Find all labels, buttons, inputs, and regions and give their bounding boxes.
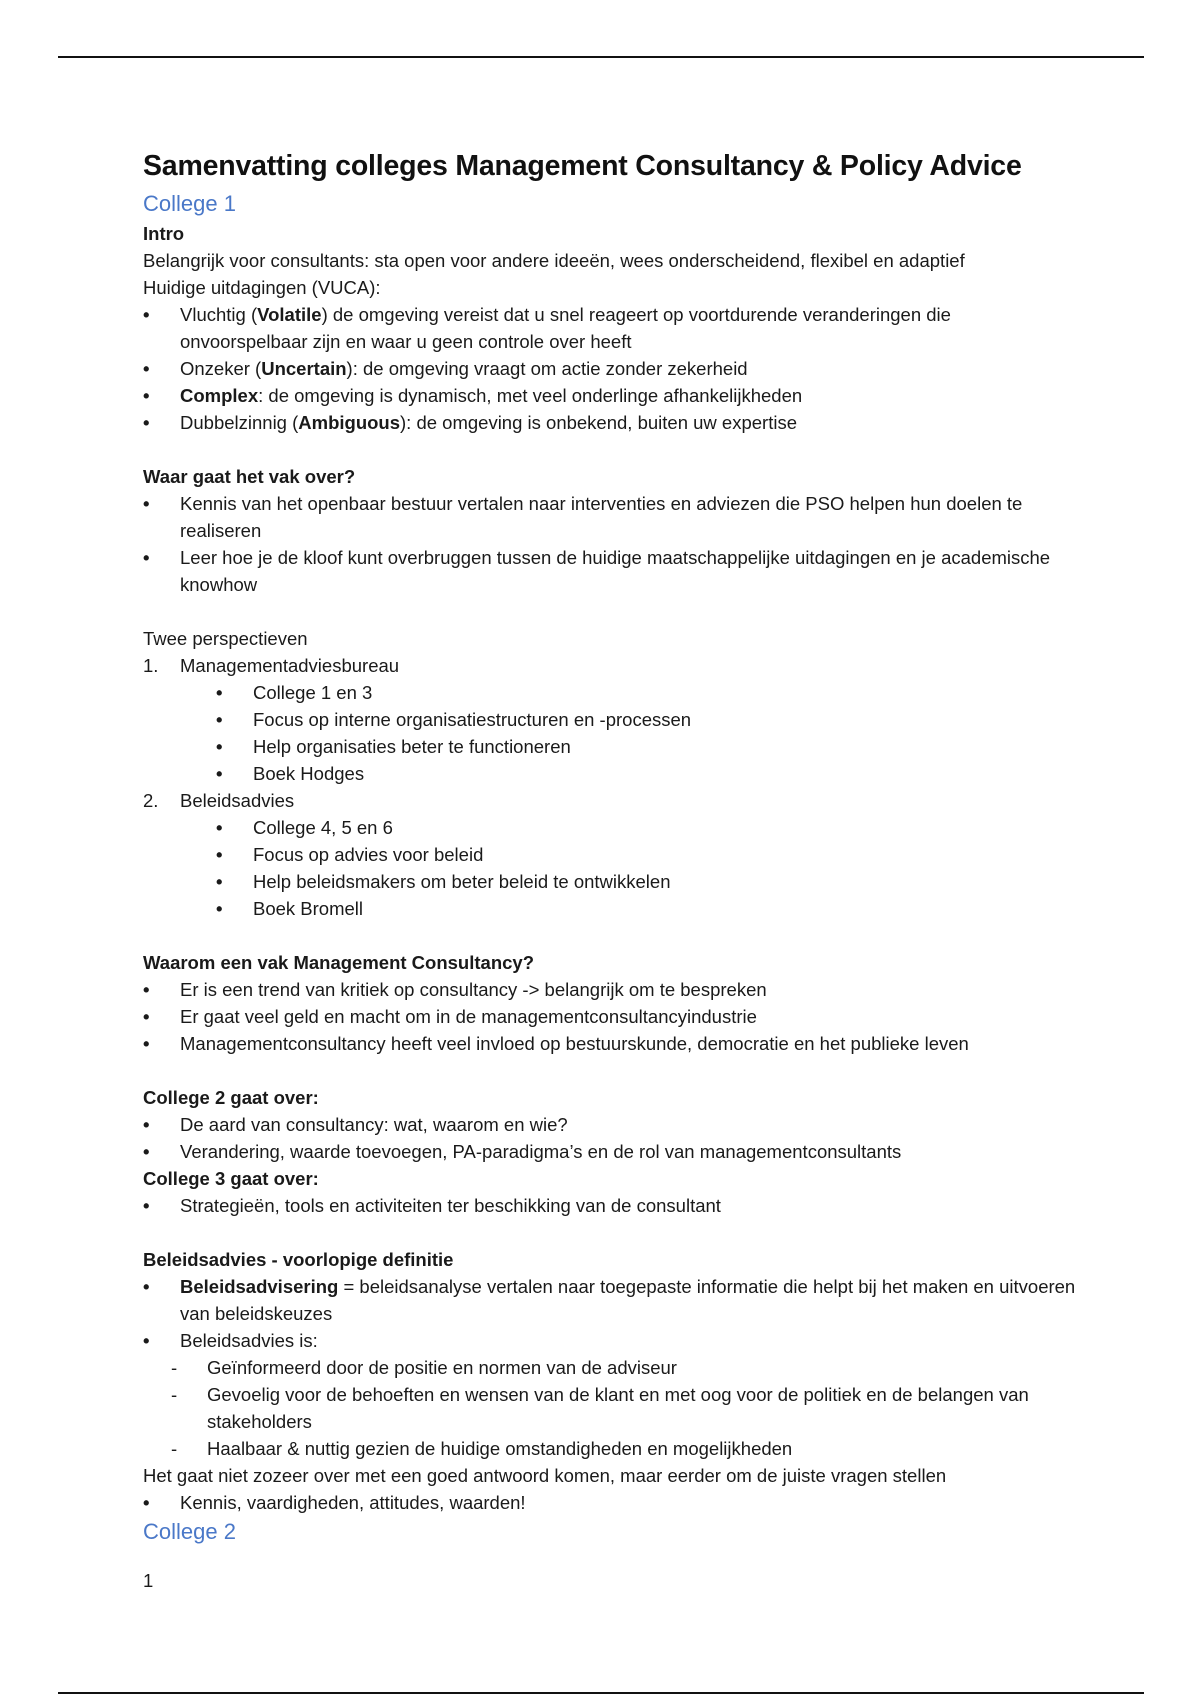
beleid-final-list bbox=[143, 1489, 1083, 1516]
perspectieven-list bbox=[143, 652, 1083, 922]
list-item: • Focus op advies voor beleid bbox=[216, 841, 1083, 868]
vak-heading: Waar gaat het vak over? bbox=[143, 466, 356, 487]
list-item: • Er is een trend van kritiek op consultancy -> belangrijk om te bespreken bbox=[143, 976, 1083, 1003]
list-item: 2. Beleidsadvies • College 4, 5 en 6 • Focus op advies voor beleid • Help beleidsmakers om beter beleid te ontwikkelen • Boek Bromell bbox=[143, 787, 1083, 922]
intro-line-1: Belangrijk voor consultants: sta open voor andere ideeën, wees onderscheidend, flexibel en adaptief bbox=[143, 250, 965, 271]
college-1-heading: College 1 bbox=[143, 191, 236, 216]
list-item: • Focus op interne organisatiestructuren en -processen bbox=[216, 706, 1083, 733]
list-item: • Kennis, vaardigheden, attitudes, waarden! bbox=[143, 1489, 1083, 1516]
waarom-list bbox=[143, 976, 1083, 1057]
list-item: • Dubbelzinnig (Ambiguous): de omgeving is onbekend, buiten uw expertise bbox=[143, 409, 1083, 436]
list-item: • Vluchtig (Volatile) de omgeving vereist dat u snel reageert op voortdurende veranderingen die onvoorspelbaar zijn en waar u geen controle over heeft bbox=[143, 301, 1083, 355]
document-body bbox=[143, 146, 1083, 1548]
list-item: • College 4, 5 en 6 bbox=[216, 814, 1083, 841]
college-2-overview-heading: College 2 gaat over: bbox=[143, 1087, 319, 1108]
list-item: • College 1 en 3 bbox=[216, 679, 1083, 706]
list-item: • Boek Hodges bbox=[216, 760, 1083, 787]
list-item: 1. Managementadviesbureau • College 1 en 3 • Focus op interne organisatiestructuren en -processen • Help organisaties beter te functioneren • Boek Hodges bbox=[143, 652, 1083, 787]
perspectieven-heading: Twee perspectieven bbox=[143, 628, 308, 649]
header-rule bbox=[58, 56, 1144, 58]
list-item: • De aard van consultancy: wat, waarom en wie? bbox=[143, 1111, 1083, 1138]
list-item: • Help beleidsmakers om beter beleid te ontwikkelen bbox=[216, 868, 1083, 895]
beleid-list bbox=[143, 1273, 1083, 1354]
list-item: • Help organisaties beter te functioneren bbox=[216, 733, 1083, 760]
vuca-list bbox=[143, 301, 1083, 436]
list-item: • Managementconsultancy heeft veel invloed op bestuurskunde, democratie en het publieke leven bbox=[143, 1030, 1083, 1057]
document-title: Samenvatting colleges Management Consultancy & Policy Advice bbox=[143, 150, 1022, 182]
beleid-closing: Het gaat niet zozeer over met een goed antwoord komen, maar eerder om de juiste vragen stellen bbox=[143, 1465, 947, 1486]
list-item: • Strategieën, tools en activiteiten ter beschikking van de consultant bbox=[143, 1192, 1083, 1219]
list-item: • Beleidsadvisering = beleidsanalyse vertalen naar toegepaste informatie die helpt bij het maken en uitvoeren van beleidskeuzes bbox=[143, 1273, 1083, 1327]
list-item: • Leer hoe je de kloof kunt overbruggen tussen de huidige maatschappelijke uitdagingen en je academische knowhow bbox=[143, 544, 1083, 598]
college-3-overview-heading: College 3 gaat over: bbox=[143, 1168, 319, 1189]
list-item: - Geïnformeerd door de positie en normen van de adviseur bbox=[171, 1354, 1083, 1381]
college-3-list bbox=[143, 1192, 1083, 1219]
waarom-heading: Waarom een vak Management Consultancy? bbox=[143, 952, 535, 973]
vak-list bbox=[143, 490, 1083, 598]
list-item: • Onzeker (Uncertain): de omgeving vraagt om actie zonder zekerheid bbox=[143, 355, 1083, 382]
list-item: • Kennis van het openbaar bestuur vertalen naar interventies en adviezen die PSO helpen hun doelen te realiseren bbox=[143, 490, 1083, 544]
intro-heading: Intro bbox=[143, 223, 185, 244]
list-item: • Beleidsadvies is: bbox=[143, 1327, 1083, 1354]
list-item: - Gevoelig voor de behoeften en wensen van de klant en met oog voor de politiek en de belangen van stakeholders bbox=[171, 1381, 1083, 1435]
college-2-list bbox=[143, 1111, 1083, 1165]
list-item: - Haalbaar & nuttig gezien de huidige omstandigheden en mogelijkheden bbox=[171, 1435, 1083, 1462]
footer-rule bbox=[58, 1692, 1144, 1694]
beleid-heading: Beleidsadvies - voorlopige definitie bbox=[143, 1249, 454, 1270]
intro-line-2: Huidige uitdagingen (VUCA): bbox=[143, 277, 381, 298]
list-item: • Boek Bromell bbox=[216, 895, 1083, 922]
list-item: • Complex: de omgeving is dynamisch, met veel onderlinge afhankelijkheden bbox=[143, 382, 1083, 409]
list-item: • Er gaat veel geld en macht om in de managementconsultancyindustrie bbox=[143, 1003, 1083, 1030]
beleid-dash-list bbox=[171, 1354, 1083, 1462]
page-number: 1 bbox=[143, 1570, 154, 1591]
college-2-heading: College 2 bbox=[143, 1519, 236, 1544]
list-item: • Verandering, waarde toevoegen, PA-paradigma’s en de rol van managementconsultants bbox=[143, 1138, 1083, 1165]
